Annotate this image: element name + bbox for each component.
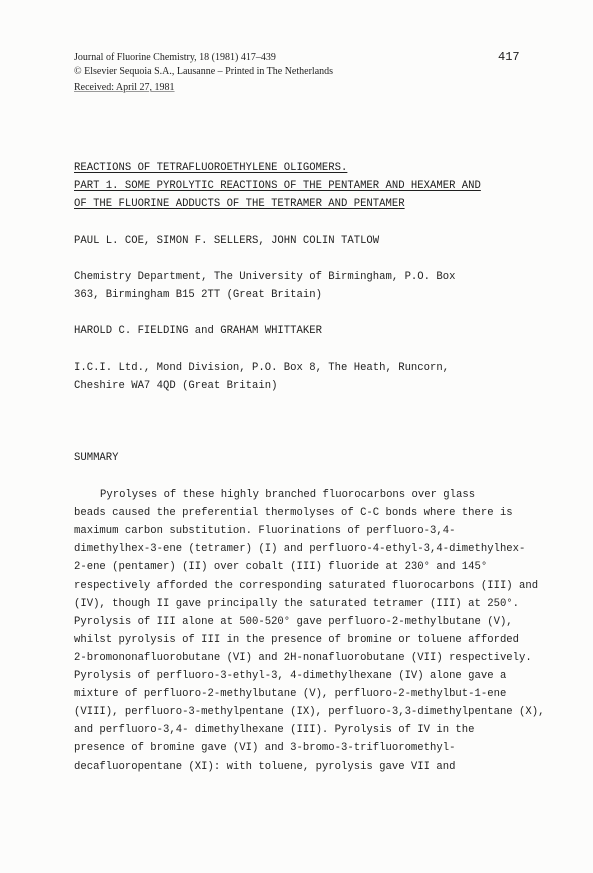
- summary-line: presence of bromine gave (VI) and 3-bromo-3-trifluoromethyl-: [74, 742, 456, 755]
- summary-line: and perfluoro-3,4- dimethylhexane (III). Pyrolysis of IV in the: [74, 724, 475, 737]
- affiliation-2-line-1: I.C.I. Ltd., Mond Division, P.O. Box 8, The Heath, Runcorn,: [74, 362, 450, 374]
- authors-group-1: PAUL L. COE, SIMON F. SELLERS, JOHN COLIN TATLOW: [74, 235, 380, 247]
- copyright-notice: © Elsevier Sequoia S.A., Lausanne – Printed in The Netherlands: [74, 66, 334, 77]
- summary-line: mixture of perfluoro-2-methylbutane (V), perfluoro-2-methylbut-1-ene: [74, 688, 507, 701]
- summary-line: beads caused the preferential thermolyses of C-C bonds where there is: [74, 507, 513, 520]
- authors-group-2: HAROLD C. FIELDING and GRAHAM WHITTAKER: [74, 325, 322, 337]
- summary-line: Pyrolysis of III alone at 500-520° gave perfluoro-2-methylbutane (V),: [74, 615, 513, 628]
- summary-line: whilst pyrolysis of III in the presence of bromine or toluene afforded: [74, 633, 520, 646]
- affiliation-1-line-1: Chemistry Department, The University of Birmingham, P.O. Box: [74, 271, 456, 283]
- affiliation-1-line-2: 363, Birmingham B15 2TT (Great Britain): [74, 289, 322, 301]
- paper-title-line-1: REACTIONS OF TETRAFLUOROETHYLENE OLIGOMERS.: [74, 162, 348, 174]
- summary-line: Pyrolyses of these highly branched fluorocarbons over glass: [100, 489, 476, 501]
- summary-line: Pyrolysis of perfluoro-3-ethyl-3, 4-dimethylhexane (IV) alone gave a: [74, 670, 507, 682]
- summary-line: 2-ene (pentamer) (II) over cobalt (III) fluoride at 230° and 145°: [74, 561, 488, 574]
- summary-line: maximum carbon substitution. Fluorinations of perfluoro-3,4-: [74, 525, 456, 538]
- summary-line: 2-bromononafluorobutane (VI) and 2H-nonafluorobutane (VII) respectively.: [74, 651, 532, 664]
- received-date: Received: April 27, 1981: [74, 82, 175, 93]
- summary-line: decafluoropentane (XI): with toluene, pyrolysis gave VII and: [74, 760, 456, 773]
- summary-line: dimethylhex-3-ene (tetramer) (I) and perfluoro-4-ethyl-3,4-dimethylhex-: [74, 543, 526, 556]
- summary-line: (IV), though II gave principally the saturated tetramer (III) at 250°.: [74, 597, 520, 610]
- summary-line: (VIII), perfluoro-3-methylpentane (IX), perfluoro-3,3-dimethylpentane (X),: [74, 706, 545, 719]
- summary-line: respectively afforded the corresponding saturated fluorocarbons (III) and: [74, 579, 539, 592]
- affiliation-2-line-2: Cheshire WA7 4QD (Great Britain): [74, 380, 278, 392]
- page-number: 417: [498, 50, 520, 64]
- paper-title-line-3: OF THE FLUORINE ADDUCTS OF THE TETRAMER AND PENTAMER: [74, 198, 405, 210]
- paper-title-line-2: PART 1. SOME PYROLYTIC REACTIONS OF THE PENTAMER AND HEXAMER AND: [74, 180, 481, 192]
- summary-heading: SUMMARY: [74, 452, 119, 464]
- journal-citation: Journal of Fluorine Chemistry, 18 (1981) 417–439: [74, 52, 276, 63]
